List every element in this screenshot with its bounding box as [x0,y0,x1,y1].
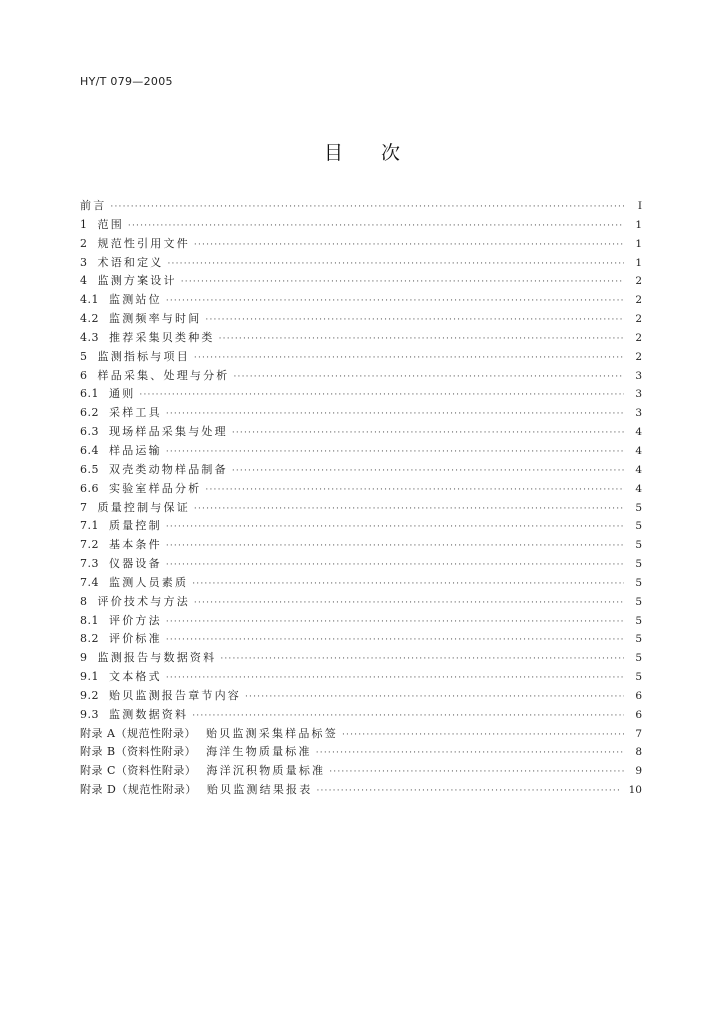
toc-entry[interactable] [80,593,642,612]
toc-entry-label: 海洋沉积物质量标准 [206,764,326,778]
toc-entry-number: 6.3 [80,425,99,439]
toc-entry-number: 4.2 [80,312,99,326]
toc-entry-number: 8 [80,594,88,608]
toc-entry[interactable] [80,461,642,480]
toc-entry[interactable] [80,480,642,499]
toc-entry[interactable] [80,442,642,461]
toc-entry[interactable] [80,536,642,555]
toc-title [0,138,724,165]
toc-entry-page-number: 1 [635,218,642,231]
toc-entry-page-number: 10 [628,784,642,797]
toc-entry-page-number: 9 [635,765,642,778]
toc-entry-page-number: 5 [635,595,642,608]
toc-entry[interactable] [80,517,642,536]
toc-entry-page-number: 4 [635,444,642,457]
toc-entry-page-number: 2 [635,294,642,307]
toc-entry-number: 9.3 [80,707,99,721]
toc-entry-label: 规范性引用文件 [97,236,190,250]
toc-entry-number: 6.5 [80,462,99,476]
toc-entry[interactable] [80,499,642,518]
toc-entry-number: 6.4 [80,443,99,457]
toc-entry[interactable] [80,254,642,273]
toc-entry-label: 监测指标与项目 [97,349,190,363]
toc-entry-label: 监测频率与时间 [109,312,202,326]
toc-entry-page-number: 3 [635,369,642,382]
toc-entry-page-number: 2 [635,350,642,363]
toc-entry-number: 6.2 [80,406,99,420]
toc-entry[interactable] [80,385,642,404]
toc-dot-leader [194,349,624,368]
toc-entry-page-number: 2 [635,275,642,288]
toc-entry-number: 6.1 [80,387,99,401]
toc-entry[interactable] [80,348,642,367]
toc-dot-leader [192,707,624,726]
toc-dot-leader [220,650,624,669]
toc-dot-leader [166,292,624,311]
toc-dot-leader [194,594,624,613]
toc-entry[interactable] [80,574,642,593]
toc-entry[interactable] [80,687,642,706]
toc-entry-number: 附录 D（规范性附录） [80,783,197,797]
toc-entry-number: 附录 A（规范性附录） [80,726,196,740]
toc-entry-number: 9 [80,651,88,665]
toc-entry-label: 样品运输 [109,443,162,457]
toc-entry-label: 基本条件 [109,538,162,552]
toc-entry-page-number: 2 [635,313,642,326]
toc-entry[interactable] [80,216,642,235]
toc-entry[interactable] [80,272,642,291]
toc-entry-page-number: 5 [635,539,642,552]
toc-dot-leader [219,330,624,349]
toc-entry-page-number: 3 [635,407,642,420]
toc-entry[interactable] [80,668,642,687]
toc-entry-label: 评价技术与方法 [97,594,190,608]
toc-entry[interactable] [80,781,642,800]
toc-entry-label: 质量控制 [109,519,162,533]
toc-entry-label: 样品采集、处理与分析 [97,368,230,382]
toc-entry[interactable] [80,310,642,329]
toc-dot-leader [139,386,624,405]
toc-dot-leader [234,368,625,387]
toc-entry-page-number: 5 [635,633,642,646]
toc-entry[interactable] [80,630,642,649]
toc-entry-page-number: 4 [635,482,642,495]
toc-dot-leader [166,537,624,556]
toc-entry-page-number: 5 [635,671,642,684]
toc-dot-leader [168,255,625,274]
toc-entry-page-number: 7 [635,727,642,740]
toc-entry-label: 贻贝监测结果报表 [206,783,313,797]
toc-entry-label: 评价标准 [109,632,162,646]
toc-dot-leader [194,500,624,519]
toc-entry-label: 现场样品采集与处理 [109,425,228,439]
toc-entry-page-number: 4 [635,426,642,439]
toc-dot-leader [166,556,624,575]
toc-title-right: 次 [381,142,401,164]
toc-entry[interactable] [80,291,642,310]
toc-dot-leader [232,424,624,443]
toc-entry-label: 通则 [109,387,136,401]
toc-entry-page-number: 5 [635,558,642,571]
toc-entry-number: 8.2 [80,632,99,646]
toc-entry-number: 6 [80,368,88,382]
toc-entry-number: 9.1 [80,670,99,684]
toc-entry[interactable] [80,555,642,574]
toc-entry-page-number: 5 [635,520,642,533]
toc-dot-leader [128,217,624,236]
toc-entry-number: 7.3 [80,557,99,571]
toc-dot-leader [166,631,624,650]
toc-dot-leader [110,198,624,217]
toc-dot-leader [181,273,624,292]
toc-entry-label: 仪器设备 [109,557,162,571]
toc-entry-number: 附录 C（资料性附录） [80,764,197,778]
toc-entry-page-number: 4 [635,463,642,476]
toc-entry[interactable] [80,725,642,744]
toc-entry-label: 监测人员素质 [109,575,189,589]
toc-entry-number: 9.2 [80,688,99,702]
toc-entry-number: 7.2 [80,538,99,552]
toc-dot-leader [192,575,624,594]
toc-entry-number: 4.3 [80,330,99,344]
toc-entry-number: 7 [80,500,88,514]
toc-entry-page-number: 5 [635,576,642,589]
toc-dot-leader [166,518,624,537]
toc-entry-number: 2 [80,236,88,250]
toc-entry-label: 贻贝监测报告章节内容 [109,688,241,702]
toc-entry[interactable] [80,423,642,442]
toc-entry[interactable] [80,367,642,386]
toc-entry-number: 4 [80,274,88,288]
toc-entry-page-number: 2 [635,331,642,344]
toc-entry[interactable] [80,197,642,216]
toc-dot-leader [166,613,624,632]
toc-dot-leader [329,763,624,782]
toc-entry-label: 监测站位 [109,293,162,307]
toc-entry-number: 3 [80,255,88,269]
toc-dot-leader [166,405,624,424]
toc-entry-number: 附录 B（资料性附录） [80,745,197,759]
toc-entry-label: 采样工具 [109,406,162,420]
toc-entry-page-number: 5 [635,652,642,665]
toc-entry-label: 前言 [80,199,107,212]
toc-entry-page-number: 6 [635,708,642,721]
toc-entry-page-number: 1 [635,256,642,269]
toc-entry[interactable] [80,762,642,781]
toc-entry-number: 4.1 [80,293,99,307]
toc-entry-label: 评价方法 [109,613,162,627]
toc-list [80,197,642,800]
toc-dot-leader [342,726,624,745]
toc-entry[interactable] [80,404,642,423]
toc-entry-label: 监测方案设计 [97,274,177,288]
toc-entry-label: 贻贝监测采集样品标签 [205,726,338,740]
toc-entry-label: 术语和定义 [97,255,164,269]
toc-dot-leader [194,236,624,255]
toc-dot-leader [166,669,624,688]
toc-entry-page-number: 5 [635,614,642,627]
toc-dot-leader [205,311,624,330]
toc-entry-page-number: 6 [635,689,642,702]
toc-title-left: 目 [323,142,343,164]
toc-entry[interactable] [80,235,642,254]
toc-entry-number: 5 [80,349,88,363]
toc-dot-leader [316,782,620,801]
toc-entry-label: 监测报告与数据资料 [97,651,217,665]
toc-entry-label: 推荐采集贝类种类 [109,330,215,344]
document-code: HY/T 079—2005 [80,75,173,88]
toc-entry-number: 1 [80,217,88,231]
toc-dot-leader [316,744,624,763]
toc-entry[interactable] [80,706,642,725]
toc-entry-label: 海洋生物质量标准 [206,745,312,759]
toc-entry[interactable] [80,743,642,762]
toc-entry[interactable] [80,612,642,631]
toc-entry-number: 7.4 [80,575,99,589]
toc-entry-page-number: 3 [635,388,642,401]
toc-dot-leader [245,688,624,707]
toc-entry-label: 质量控制与保证 [97,500,190,514]
toc-entry-page-number: I [637,200,642,212]
toc-entry-number: 8.1 [80,613,99,627]
toc-entry-label: 实验室样品分析 [109,481,202,495]
toc-entry-label: 范围 [97,217,124,231]
toc-entry-page-number: 8 [635,746,642,759]
toc-dot-leader [205,481,624,500]
toc-entry-page-number: 5 [635,501,642,514]
toc-entry-page-number: 1 [635,237,642,250]
toc-entry-label: 监测数据资料 [109,707,189,721]
toc-entry-number: 6.6 [80,481,99,495]
toc-entry-number: 7.1 [80,519,99,533]
toc-entry-label: 双壳类动物样品制备 [109,462,228,476]
toc-dot-leader [232,462,624,481]
toc-entry[interactable] [80,329,642,348]
toc-entry[interactable] [80,649,642,668]
toc-dot-leader [166,443,624,462]
toc-entry-label: 文本格式 [109,670,162,684]
